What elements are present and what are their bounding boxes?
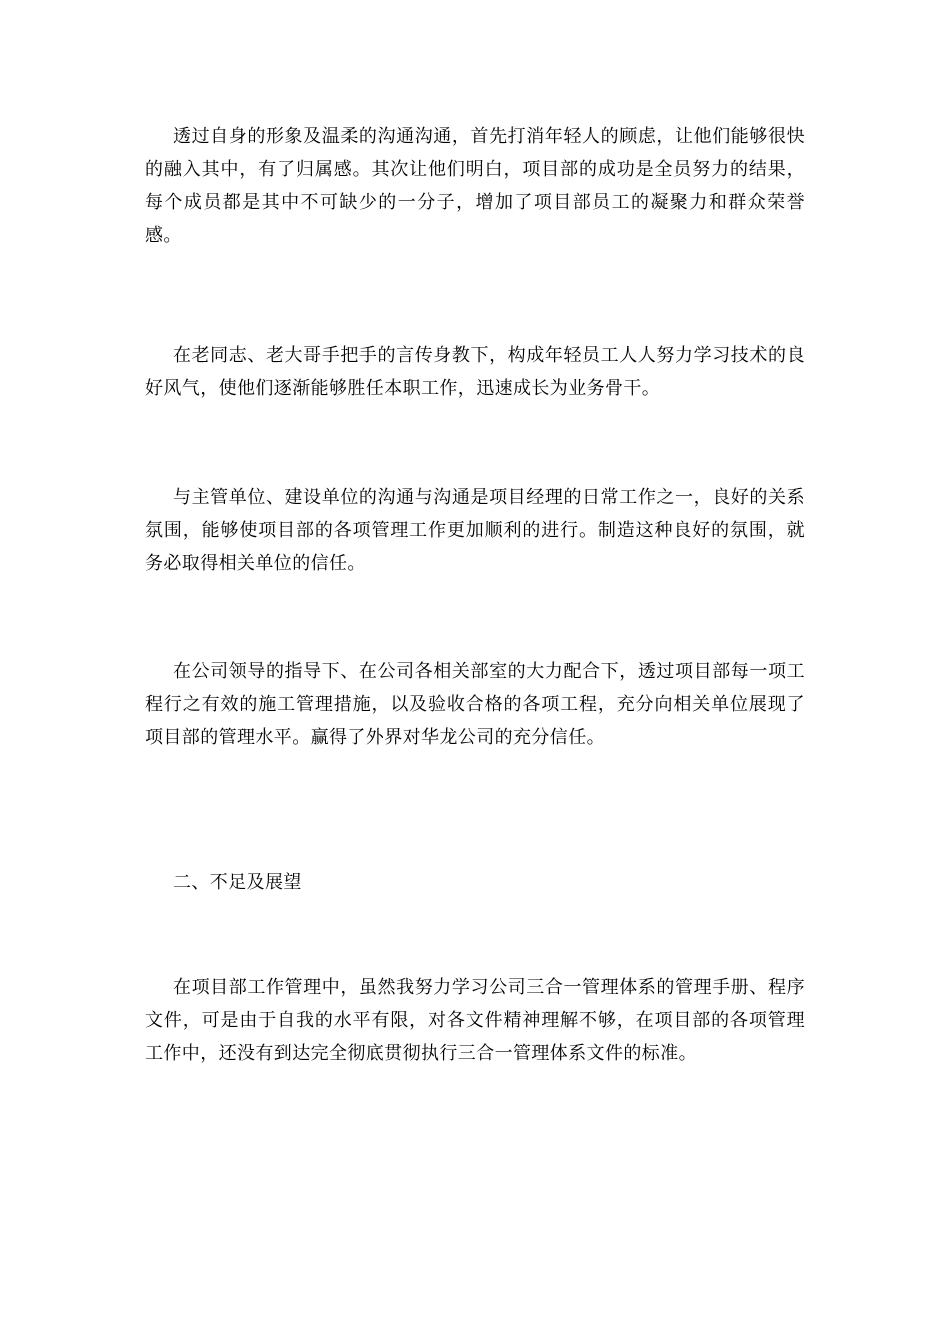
- paragraph-mentoring: 在老同志、老大哥手把手的言传身教下，构成年轻员工人人努力学习技术的良好风气，使他们逐渐能够胜任本职工作，迅速成长为业务骨干。: [145, 345, 805, 399]
- section-heading: 二、不足及展望: [173, 872, 302, 893]
- paragraph-trust: 在公司领导的指导下、在公司各相关部室的大力配合下，透过项目部每一项工程行之有效的施工管理措施，以及验收合格的各项工程，充分向相关单位展现了项目部的管理水平。赢得了外界对华龙公司的充分信任。: [145, 661, 805, 748]
- paragraph-communication: 与主管单位、建设单位的沟通与沟通是项目经理的日常工作之一，良好的关系氛围，能够使项目部的各项管理工作更加顺利的进行。制造这种良好的氛围，就务必取得相关单位的信任。: [145, 487, 805, 574]
- paragraph-shortcomings: 在项目部工作管理中，虽然我努力学习公司三合一管理体系的管理手册、程序文件，可是由于自我的水平有限，对各文件精神理解不够，在项目部的各项管理工作中，还没有到达完全彻底贯彻执行三合一管理体系文件的标准。: [145, 977, 805, 1064]
- paragraph-cohesion: 透过自身的形象及温柔的沟通沟通，首先打消年轻人的顾虑，让他们能够很快的融入其中，有了归属感。其次让他们明白，项目部的成功是全员努力的结果，每个成员都是其中不可缺少的一分子，增加了项目部员工的凝聚力和群众荣誉感。: [145, 126, 805, 246]
